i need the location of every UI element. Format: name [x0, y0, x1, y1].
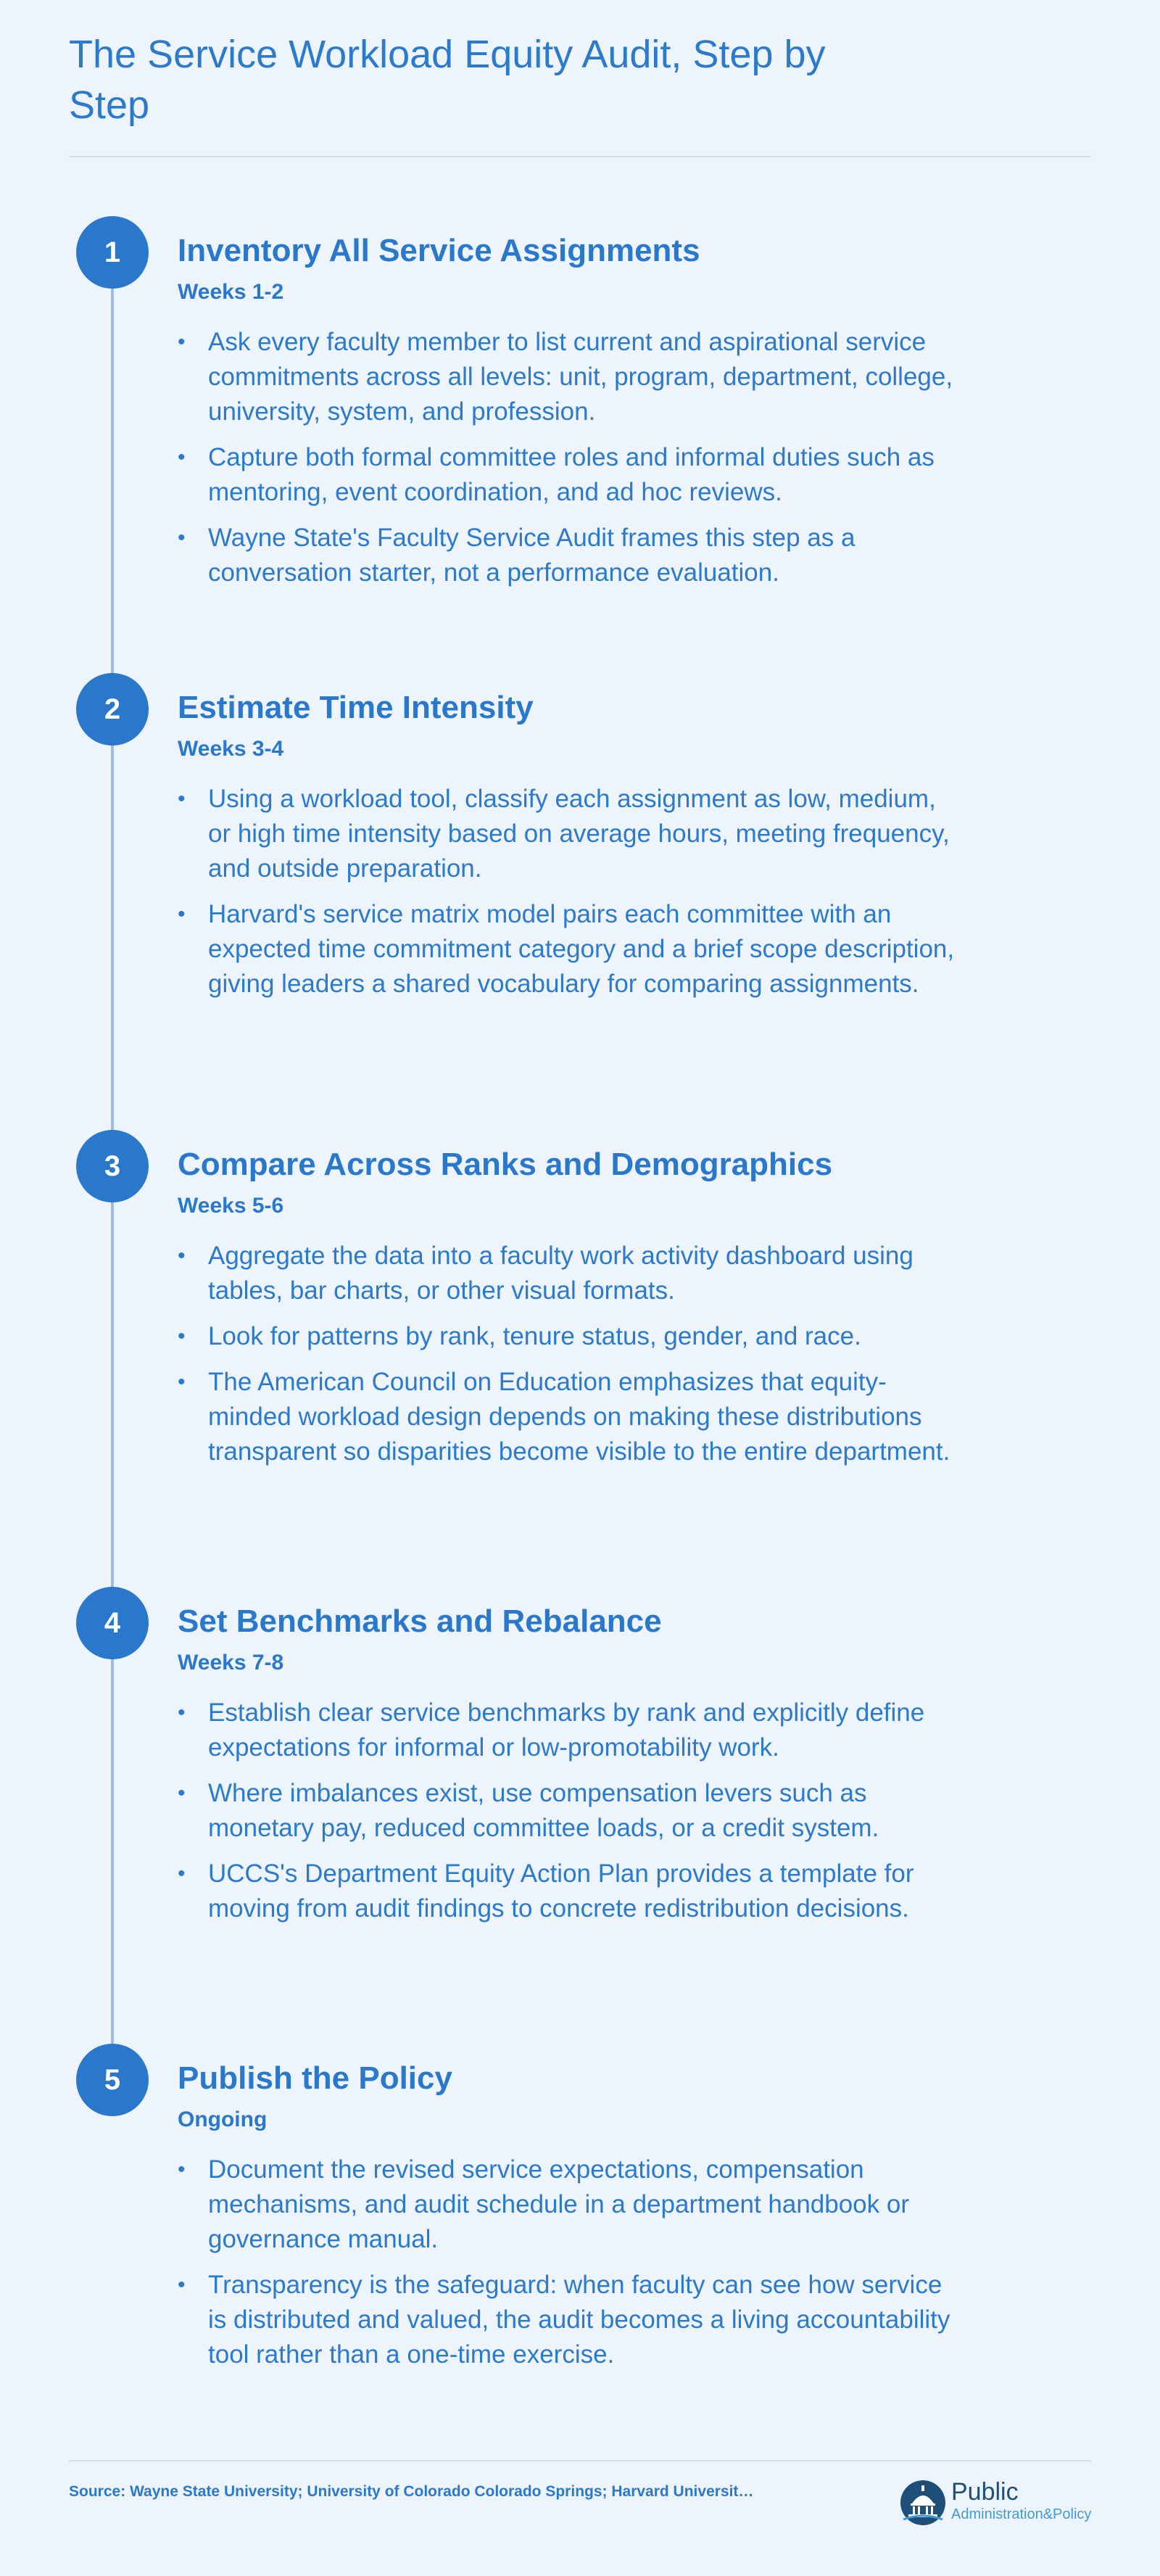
step-number-badge: 2 — [76, 673, 149, 746]
bullet-item: • Where imbalances exist, use compensation levers such as monetary pay, reduced committee loads, or a credit system. — [178, 1776, 961, 1846]
bullet-item: • Transparency is the safeguard: when faculty can see how service is distributed and valued, the audit becomes a living accountability tool rather than a one-time exercise. — [178, 2268, 961, 2372]
footer-divider — [69, 2460, 1091, 2461]
step-title: Compare Across Ranks and Demographics — [178, 1147, 833, 1182]
step-bullets — [178, 325, 961, 601]
step-title: Set Benchmarks and Rebalance — [178, 1603, 662, 1639]
bullet-item: • Ask every faculty member to list current and aspirational service commitments across all levels: unit, program, department, college, university, system, and profession. — [178, 325, 961, 429]
bullet-item: • Establish clear service benchmarks by rank and explicitly define expectations for informal or low-promotability work. — [178, 1696, 961, 1765]
step-timing: Weeks 5-6 — [178, 1194, 284, 1218]
step-timing: Weeks 1-2 — [178, 280, 284, 304]
step-title: Estimate Time Intensity — [178, 690, 534, 725]
bullet-item: • Aggregate the data into a faculty work activity dashboard using tables, bar charts, or other visual formats. — [178, 1239, 961, 1308]
capitol-dome-icon — [899, 2479, 947, 2527]
bullet-item: • Document the revised service expectations, compensation mechanisms, and audit schedule in a department handbook or governance manual. — [178, 2152, 961, 2257]
step-title: Inventory All Service Assignments — [178, 233, 700, 268]
logo-line-admin: Administration&Policy — [951, 2506, 1092, 2522]
page-title: The Service Workload Equity Audit, Step by Step — [69, 33, 826, 127]
step-bullets — [178, 1696, 961, 1937]
step-bullets — [178, 2152, 961, 2383]
header-divider — [69, 156, 1091, 157]
step-number-badge: 5 — [76, 2044, 149, 2116]
logo-line-public: Public — [951, 2478, 1019, 2506]
bullet-item: • UCCS's Department Equity Action Plan provides a template for moving from audit findings to concrete redistribution decisions. — [178, 1857, 961, 1926]
step-title: Publish the Policy — [178, 2060, 452, 2096]
step-bullets — [178, 1239, 961, 1480]
step-bullets — [178, 782, 961, 1012]
bullet-item: • Look for patterns by rank, tenure status, gender, and race. — [178, 1319, 961, 1354]
bullet-item: • The American Council on Education emphasizes that equity-minded workload design depends on making these distributions transparent so disparities become visible to the entire department. — [178, 1365, 961, 1469]
step-number-badge: 1 — [76, 216, 149, 289]
bullet-item: • Using a workload tool, classify each assignment as low, medium, or high time intensity based on average hours, meeting frequency, and outside preparation. — [178, 782, 961, 886]
bullet-item: • Capture both formal committee roles and informal duties such as mentoring, event coordination, and ad hoc reviews. — [178, 440, 961, 510]
step-timing: Weeks 7-8 — [178, 1651, 284, 1675]
step-number-badge: 4 — [76, 1587, 149, 1659]
step-number-badge: 3 — [76, 1130, 149, 1202]
bullet-item: • Wayne State's Faculty Service Audit frames this step as a conversation starter, not a performance evaluation. — [178, 521, 961, 590]
source-note: Source: Wayne State University; University of Colorado Colorado Springs; Harvard Universit… — [69, 2483, 754, 2500]
publisher-logo — [899, 2479, 1095, 2527]
step-timing: Weeks 3-4 — [178, 737, 284, 761]
bullet-item: • Harvard's service matrix model pairs each committee with an expected time commitment category and a brief scope description, giving leaders a shared vocabulary for comparing assignments. — [178, 897, 961, 1002]
step-timing: Ongoing — [178, 2108, 268, 2131]
